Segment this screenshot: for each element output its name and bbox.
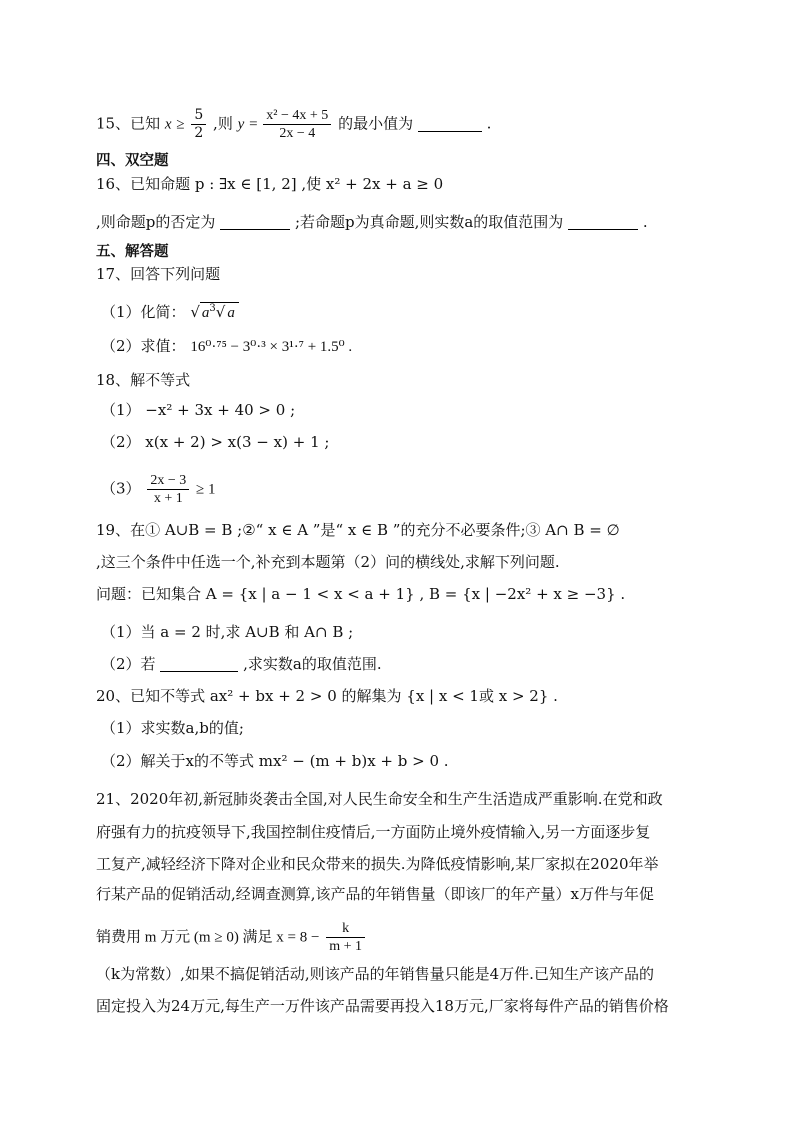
q15-eq: = [249, 116, 262, 133]
q15-cond-fraction [191, 107, 206, 142]
q18-frac-num: 2x − 3 [147, 472, 189, 490]
q17-base: a [201, 305, 210, 321]
q21-fraction [326, 920, 365, 955]
q16-line-2 [96, 212, 648, 232]
q15-mid: ,则 [213, 114, 233, 133]
q15-frac-num: x² − 4x + 5 [263, 107, 331, 125]
q15-cond-den: 2 [194, 125, 204, 141]
q21-line-7: 固定投入为24万元,每生产一万件该产品需要再投入18万元,厂家将每件产品的销售价格 [96, 997, 669, 1015]
q21-line-5 [96, 920, 367, 955]
q17-p2-label: （2）求值： [101, 337, 186, 355]
q17-inner: a [227, 305, 235, 321]
q19-part-1: （1）当 a = 2 时,求 A∪B 和 A∩ B ; [101, 623, 354, 641]
q19-blank[interactable] [160, 656, 238, 672]
q21-line-2: 府强有力的抗疫领导下,我国控制住疫情后,一方面防止境外疫情输入,另一方面逐步复 [96, 823, 651, 841]
q21-line-5-text: 销费用 m 万元 (m ≥ 0) 满足 x = 8 − [96, 929, 320, 946]
q17-p2-expr: 16⁰·⁷⁵ − 3⁰·³ × 3¹·⁷ + 1.5⁰ . [190, 339, 353, 355]
q18-title: 18、解不等式 [96, 371, 191, 389]
q17-title: 17、回答下列问题 [96, 265, 221, 283]
q15-cond-var: x [164, 116, 172, 133]
q21-line-1: 21、2020年初,新冠肺炎袭击全国,对人民生命安全和生产生活造成严重影响.在党和政 [96, 790, 663, 808]
q16-blank-1[interactable] [220, 214, 290, 230]
q21-line-3: 工复产,减轻经济下降对企业和民众带来的损失.为降低疫情影响,某厂家拟在2020年举 [96, 855, 659, 873]
section-heading-5: 五、解答题 [96, 244, 169, 260]
q15-frac-den: 2x − 4 [279, 126, 316, 141]
q19-p2-a: （2）若 [101, 655, 156, 673]
q18-frac-den: x + 1 [153, 491, 183, 506]
q21-frac-den: m + 1 [329, 939, 363, 954]
q17-part-2 [101, 336, 352, 357]
q18-p3-tail: ≥ 1 [196, 481, 216, 498]
q19-p2-b: ,求实数a的取值范围. [243, 655, 382, 673]
q18-part-2: （2） x(x + 2) > x(3 − x) + 1 ; [101, 433, 330, 451]
q20-line-1: 20、已知不等式 ax² + bx + 2 > 0 的解集为 {x | x < 1或 x > 2} . [96, 687, 558, 705]
q15-lead: 15、已知 [96, 114, 161, 133]
q17-p1-label: （1）化简： [101, 303, 186, 321]
q18-fraction [147, 472, 189, 507]
q19-part-2 [101, 654, 382, 674]
q15-tail: 的最小值为 [338, 114, 414, 133]
q15-fraction [263, 107, 331, 142]
q15-cond-op: ≥ [176, 116, 185, 133]
q17-exp: 3 [209, 303, 216, 314]
q17-part-1 [101, 302, 239, 323]
q16-text-b: ;若命题p为真命题,则实数a的取值范围为 [294, 213, 564, 231]
q15-func-var: y [237, 116, 245, 133]
q18-part-3 [101, 472, 216, 507]
q16-line-1: 16、已知命题 p : ∃x ∈ [1, 2] ,使 x² + 2x + a ≥ 0 [96, 175, 444, 193]
q19-line-1: 19、在① A∪B = B ;②“ x ∈ A ”是“ x ∈ B ”的充分不必要条件;③ A∩ B = ∅ [96, 521, 620, 539]
q15-end: . [486, 114, 492, 133]
q19-line-2: ,这三个条件中任选一个,补充到本题第（2）问的横线处,求解下列问题. [96, 553, 560, 571]
q16-text-a: ,则命题p的否定为 [96, 213, 216, 231]
q17-sqrt-expression: √ $a^3√$ a [190, 302, 239, 323]
q18-p3-label: （3） [101, 479, 141, 498]
section-heading-4: 四、双空题 [96, 153, 169, 169]
q15-answer-blank[interactable] [418, 116, 482, 132]
q15-cond-num: 5 [191, 107, 206, 125]
q16-end: . [642, 213, 648, 231]
q19-line-3: 问题：已知集合 A = {x | a − 1 < x < a + 1} , B = {x | −2x² + x ≥ −3} . [96, 585, 626, 603]
q20-part-1: （1）求实数a,b的值; [101, 719, 244, 737]
q21-line-6: （k为常数）,如果不搞促销活动,则该产品的年销售量只能是4万件.已知生产该产品的 [96, 965, 654, 983]
q21-frac-num: k [326, 920, 365, 938]
q18-part-1: （1） −x² + 3x + 40 > 0 ; [101, 401, 296, 419]
question-15 [96, 107, 491, 142]
q20-part-2: （2）解关于x的不等式 mx² − (m + b)x + b > 0 . [101, 752, 449, 770]
q16-blank-2[interactable] [568, 214, 638, 230]
q21-line-4: 行某产品的促销活动,经调查测算,该产品的年销售量（即该厂的年产量）x万件与年促 [96, 885, 654, 903]
